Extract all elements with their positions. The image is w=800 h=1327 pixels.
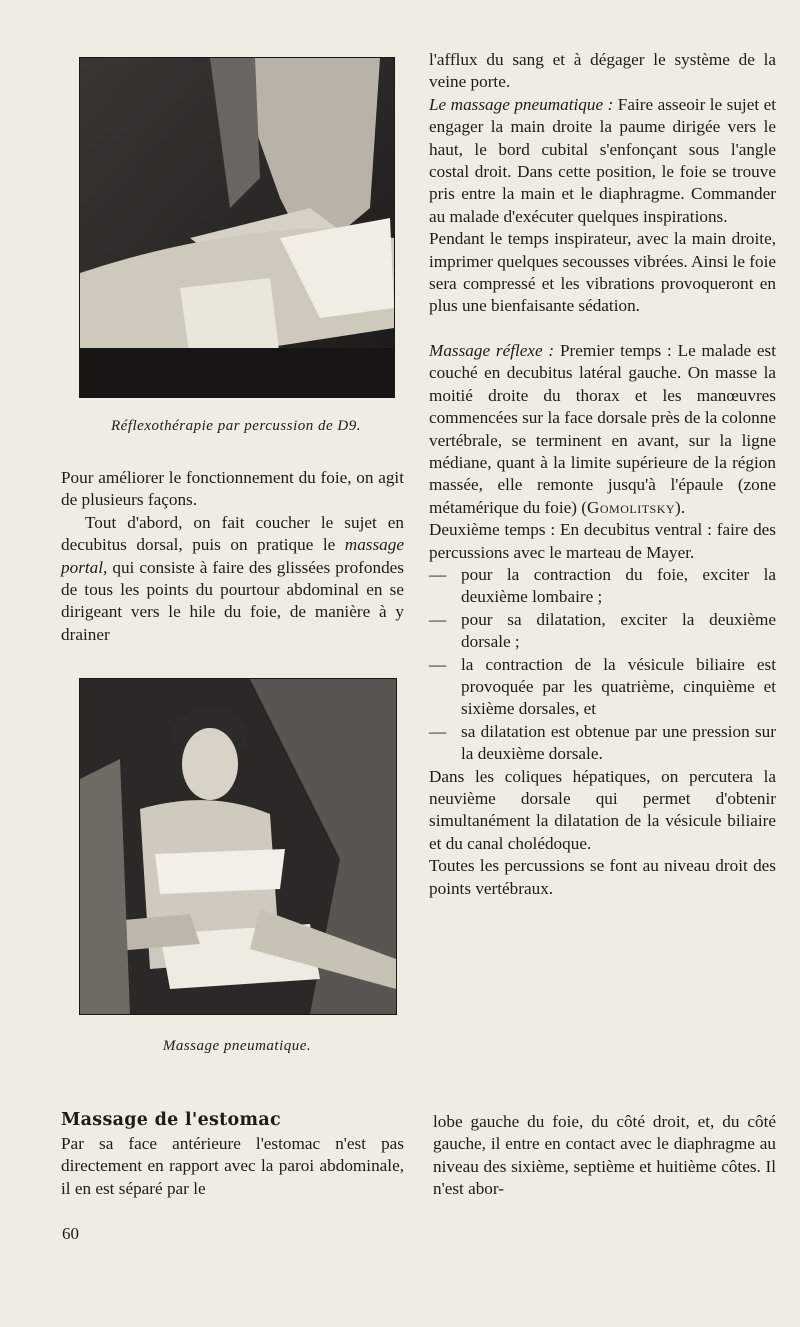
list-item: — la contraction de la vésicule biliaire est provoquée par les quatrième, cinquième et sixième dorsales, et xyxy=(429,654,776,719)
paragraph: Pour améliorer le fonctionnement du foie, on agit de plusieurs façons. xyxy=(61,468,404,510)
paragraph: l'afflux du sang et à dégager le système de la veine porte. xyxy=(429,50,776,92)
photo-pneumatic-massage xyxy=(79,678,397,1015)
photo-percussion-image xyxy=(80,58,394,397)
paragraph: Deuxième temps : En decubitus ventral : faire des percussions avec le marteau de Mayer. xyxy=(429,520,776,562)
section-heading: Massage de l'estomac xyxy=(61,1110,281,1130)
paragraph: Dans les coliques hépatiques, on percutera la neuvième dorsale qui permet d'obtenir simultanément la dilatation de la vésicule biliaire et du canal cholédoque. xyxy=(429,766,776,853)
list-item: — sa dilatation est obtenue par une pression sur la deuxième dorsale. xyxy=(429,721,776,764)
paragraph: Toutes les percussions se font au niveau droit des points vertébraux. xyxy=(429,856,776,898)
list-item: — pour la contraction du foie, exciter la deuxième lombaire ; xyxy=(429,564,776,607)
section-left-text: Par sa face antérieure l'estomac n'est pas directement en rapport avec la paroi abdominale, il en est séparé par le xyxy=(61,1134,404,1198)
paragraph: Tout d'abord, on fait coucher le sujet en decubitus dorsal, puis on pratique le massage portal, qui consiste à faire des glissées profondes de tous les points du pourtour abdominal en se dirigeant vers le hile du foie, de manière à y drainer xyxy=(61,512,404,644)
photo-percussion-massage xyxy=(79,57,395,398)
figure-caption-1: Réflexothérapie par percussion de D9. xyxy=(111,418,361,434)
page-number: 60 xyxy=(62,1224,79,1243)
section-right-text: lobe gauche du foie, du côté droit, et, du côté gauche, il entre en contact avec le diaphragme au niveau des sixième, septième et huitième côtes. Il n'est abor- xyxy=(433,1112,776,1199)
list-item: — pour sa dilatation, exciter la deuxième dorsale ; xyxy=(429,609,776,652)
paragraph: Pendant le temps inspirateur, avec la main droite, imprimer quelques secousses vibrées. Ainsi le foie sera compressé et les vibrations provoqueront en plus une bienfaisante sédation. xyxy=(429,229,777,316)
photo-pneumatic-image xyxy=(80,679,396,1014)
paragraph: Massage réflexe : Premier temps : Le malade est couché en decubitus latéral gauche. On masse la moitié droite du thorax et les manœuvres commencées sur la face dorsale près de la colonne vertébrale, se terminent en avant, sur la ligne médiane, quant à la limite supérieure de la région massée, elle remonte jusqu'à l'épaule (zone métamérique du foie) (Gomolitsky). xyxy=(429,340,776,517)
right-column xyxy=(429,49,776,900)
figure-caption-2: Massage pneumatique. xyxy=(162,1038,312,1054)
paragraph: Le massage pneumatique : Faire asseoir le sujet et engager la main droite la paume dirigée vers le haut, le bord cubital s'enfonçant sous l'angle costal droit. Dans cette position, le foie se trouve pris entre la main et le diaphragme. Commander au malade d'exécuter quelques inspirations. xyxy=(429,94,776,226)
left-column xyxy=(61,467,404,646)
